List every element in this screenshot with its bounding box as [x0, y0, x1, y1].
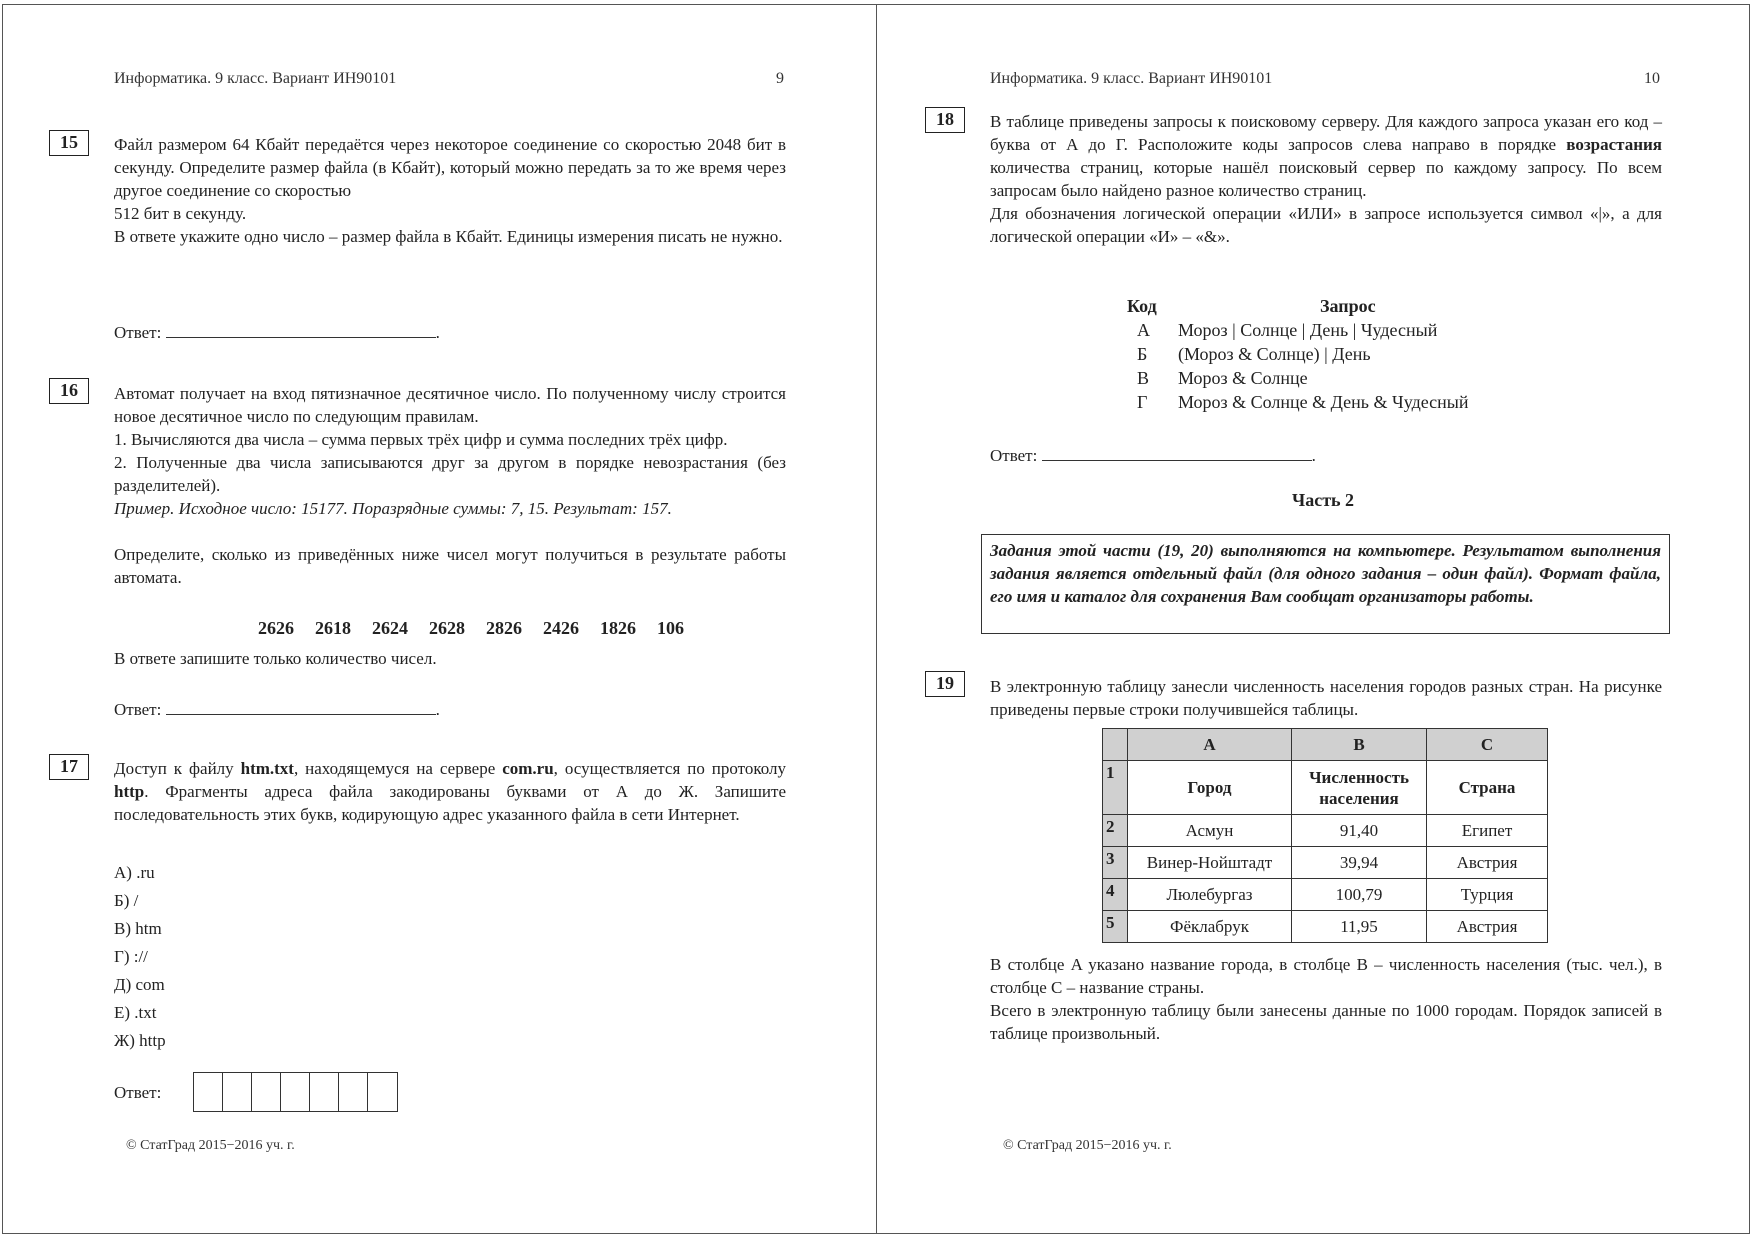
q17-text-part: Доступ к файлу	[114, 759, 241, 778]
part-2-title: Часть 2	[1292, 490, 1355, 510]
answer-cell[interactable]	[368, 1073, 397, 1111]
question-number-19: 19	[925, 671, 965, 697]
table-cell: 39,94	[1292, 847, 1427, 879]
q16-paragraph-2: 1. Вычисляются два числа – сумма первых трёх цифр и сумма последних трёх цифр.	[114, 430, 728, 449]
page-footer: © СтатГрад 2015−2016 уч. г.	[1003, 1138, 1172, 1153]
row-number: 1	[1103, 761, 1128, 815]
table-row	[1103, 911, 1548, 943]
question-number-18: 18	[925, 107, 965, 133]
question-19-description	[990, 953, 1662, 1045]
column-header-query: Запрос	[1320, 296, 1376, 316]
answer-cell[interactable]	[339, 1073, 368, 1111]
table-row	[1103, 847, 1548, 879]
q16-instruction: В ответе запишите только количество чисел.	[114, 649, 437, 668]
question-number-15: 15	[49, 130, 89, 156]
question-15-text	[114, 133, 786, 248]
column-header-code: Код	[1127, 296, 1157, 316]
query-row-code: В	[1137, 368, 1150, 388]
answer-input-line[interactable]	[1042, 444, 1312, 461]
q18-paragraph-2: Для обозначения логической операции «ИЛИ» в запросе используется символ «|», а для логической операции «И» – «&».	[990, 204, 1662, 246]
q17-text-part: , осуществляется по протоколу	[553, 759, 786, 778]
page-footer: © СтатГрад 2015−2016 уч. г.	[126, 1138, 295, 1153]
column-letter: A	[1128, 729, 1292, 761]
answer-label: Ответ:	[114, 323, 162, 342]
q15-paragraph-3: В ответе укажите одно число – размер файла в Кбайт. Единицы измерения писать не нужно.	[114, 227, 783, 246]
q18-bold-word: возрастания	[1566, 135, 1662, 154]
query-row-text: (Мороз & Солнце) | День	[1178, 344, 1371, 364]
q15-paragraph-2: 512 бит в секунду.	[114, 204, 247, 223]
table-cell: Австрия	[1427, 847, 1548, 879]
q17-text-part: , находящемуся на сервере	[293, 759, 503, 778]
query-row-text: Мороз | Солнце | День | Чудесный	[1178, 320, 1438, 340]
q17-option: Д) com	[114, 975, 165, 994]
q16-number-sequence: 2626 2618 2624 2628 2826 2426 1826 106	[258, 618, 684, 638]
spreadsheet-table	[1102, 728, 1548, 943]
question-17-text	[114, 757, 786, 826]
page-number: 10	[1644, 70, 1660, 87]
row-number: 5	[1103, 911, 1128, 943]
q18-answer: Ответ: .	[990, 446, 1316, 465]
table-cell: Винер-Нойштадт	[1128, 847, 1292, 879]
q16-example: Пример. Исходное число: 15177. Поразрядные суммы: 7, 15. Результат: 157.	[114, 499, 672, 518]
table-row	[1103, 879, 1548, 911]
q17-option: Ж) http	[114, 1031, 166, 1050]
table-cell: Турция	[1427, 879, 1548, 911]
q16-answer: Ответ: .	[114, 700, 440, 719]
column-letter: B	[1292, 729, 1427, 761]
row-number: 2	[1103, 815, 1128, 847]
table-cell: Город	[1128, 761, 1292, 815]
question-16-text	[114, 382, 786, 589]
table-cell: Страна	[1427, 761, 1548, 815]
answer-label: Ответ:	[114, 700, 162, 719]
q16-paragraph-1: Автомат получает на вход пятизначное десятичное число. По полученному числу строится новое десятичное число по следующим правилам.	[114, 384, 786, 426]
answer-input-line[interactable]	[166, 321, 436, 338]
q17-server-name: com.ru	[502, 759, 554, 778]
q17-protocol: http	[114, 782, 145, 801]
query-row-code: Г	[1137, 392, 1148, 412]
q19-paragraph-2: В столбце A указано название города, в столбце B – численность населения (тыс. чел.), в столбце C – название страны.	[990, 955, 1662, 997]
answer-input-line[interactable]	[166, 698, 436, 715]
query-row-code: А	[1137, 320, 1150, 340]
question-number-17: 17	[49, 754, 89, 780]
answer-cell[interactable]	[252, 1073, 281, 1111]
q15-answer: Ответ: .	[114, 323, 440, 342]
column-header-row	[1103, 729, 1548, 761]
table-cell: 100,79	[1292, 879, 1427, 911]
q17-text-part: . Фрагменты адреса файла закодированы буквами от А до Ж. Запишите последовательность этих букв, кодирующую адрес указанного файла в сети Интернет.	[114, 782, 786, 824]
answer-cell[interactable]	[281, 1073, 310, 1111]
table-cell: Асмун	[1128, 815, 1292, 847]
answer-cell[interactable]	[310, 1073, 339, 1111]
query-row-text: Мороз & Солнце & День & Чудесный	[1178, 392, 1469, 412]
q19-paragraph-3: Всего в электронную таблицу были занесены данные по 1000 городам. Порядок записей в таблице произвольный.	[990, 1001, 1662, 1043]
table-cell: Фёклабрук	[1128, 911, 1292, 943]
q17-paragraph	[114, 757, 786, 826]
answer-cell[interactable]	[194, 1073, 223, 1111]
q17-option: Е) .txt	[114, 1003, 157, 1022]
table-cell: Австрия	[1427, 911, 1548, 943]
table-cell: Люлебургаз	[1128, 879, 1292, 911]
answer-label: Ответ:	[990, 446, 1038, 465]
q18-paragraph-1	[990, 110, 1662, 202]
column-letter: C	[1427, 729, 1548, 761]
table-cell: 11,95	[1292, 911, 1427, 943]
table-row	[1103, 815, 1548, 847]
q18-text-part: количества страниц, которые нашёл поисковый сервер по каждому запросу. По всем запросам было найдено разное количество страниц.	[990, 158, 1662, 200]
table-row	[1103, 761, 1548, 815]
table-cell: Численность населения	[1292, 761, 1427, 815]
question-19-text: В электронную таблицу занесли численность населения городов разных стран. На рисунке приведены первые строки получившейся таблицы.	[990, 677, 1662, 719]
row-number: 3	[1103, 847, 1128, 879]
corner-cell	[1103, 729, 1128, 761]
q17-option: Б) /	[114, 891, 139, 910]
q16-paragraph-3: 2. Полученные два числа записываются друг за другом в порядке невозрастания (без разделителей).	[114, 453, 786, 495]
page-header: Информатика. 9 класс. Вариант ИН90101	[114, 70, 397, 87]
q17-answer-cells	[193, 1072, 398, 1112]
q17-option: В) htm	[114, 919, 162, 938]
q15-paragraph-1: Файл размером 64 Кбайт передаётся через некоторое соединение со скоростью 2048 бит в секунду. Определите размер файла (в Кбайт), который можно передать за то же время через другое соединение со скоростью	[114, 135, 786, 200]
q16-paragraph-5: Определите, сколько из приведённых ниже чисел могут получиться в результате работы автомата.	[114, 545, 786, 587]
query-row-text: Мороз & Солнце	[1178, 368, 1308, 388]
q18-text-part: В таблице приведены запросы к поисковому серверу. Для каждого запроса указан его код – буква от А до Г. Расположите коды запросов слева направо в порядке	[990, 112, 1662, 154]
page-header: Информатика. 9 класс. Вариант ИН90101	[990, 70, 1273, 87]
left-page	[0, 0, 876, 1239]
q17-option: Г) ://	[114, 947, 148, 966]
part-2-notice: Задания этой части (19, 20) выполняются на компьютере. Результатом выполнения задания является отдельный файл (для одного задания – один файл). Формат файла, его имя и каталог для сохранения Вам сообщат организаторы работы.	[981, 534, 1670, 634]
question-18-text	[990, 110, 1662, 248]
right-page	[877, 0, 1754, 1239]
q17-file-name: htm.txt	[240, 759, 294, 778]
query-row-code: Б	[1137, 344, 1148, 364]
q17-option: А) .ru	[114, 863, 155, 882]
table-cell: Египет	[1427, 815, 1548, 847]
q17-options	[114, 859, 166, 1055]
page-number: 9	[776, 70, 784, 87]
question-number-16: 16	[49, 378, 89, 404]
row-number: 4	[1103, 879, 1128, 911]
table-cell: 91,40	[1292, 815, 1427, 847]
q17-answer-label: Ответ:	[114, 1083, 162, 1102]
answer-cell[interactable]	[223, 1073, 252, 1111]
